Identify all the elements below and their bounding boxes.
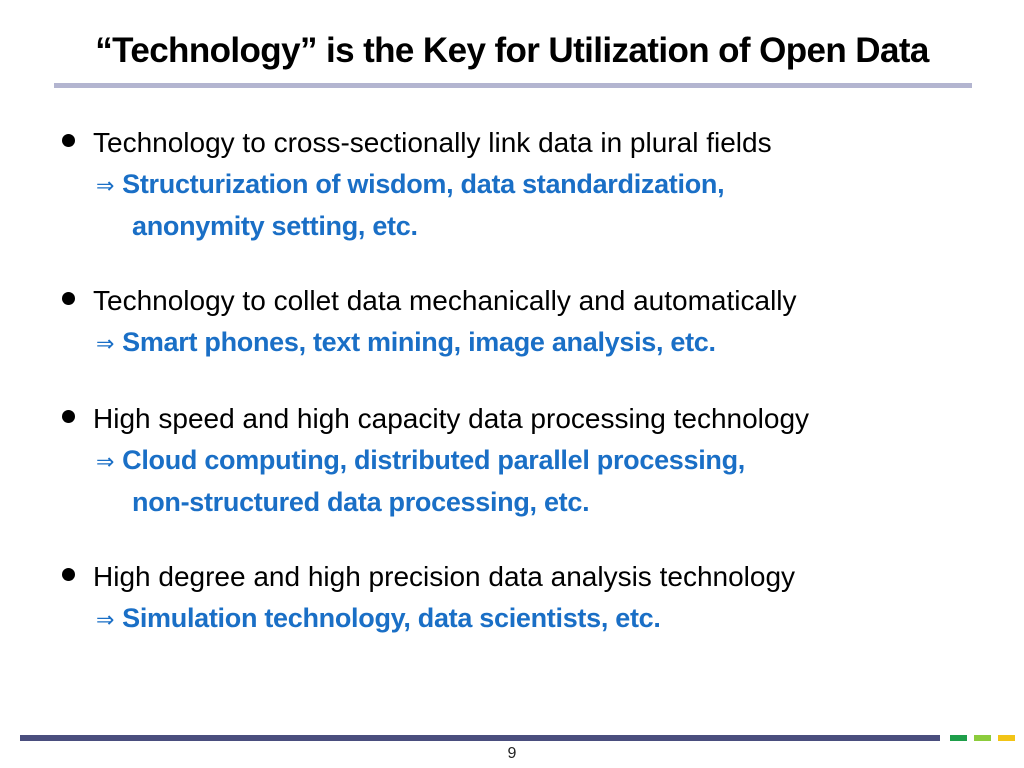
- bullet-detail-continued: non-structured data processing, etc.: [132, 487, 590, 517]
- footer-accent-square-lime: [974, 735, 991, 741]
- bullet-text: Technology to cross-sectionally link data in plural fields: [93, 127, 772, 158]
- footer-accent-square-green: [950, 735, 967, 741]
- bullet-detail: Cloud computing, distributed parallel processing,: [122, 445, 745, 475]
- bullet-item: [62, 280, 1002, 364]
- bullet-item: [62, 398, 1002, 522]
- bullet-text: Technology to collet data mechanically and automatically: [93, 285, 797, 316]
- bullet-detail-continued: anonymity setting, etc.: [132, 211, 418, 241]
- footer-divider: [20, 735, 940, 741]
- bullet-detail: Smart phones, text mining, image analysis, etc.: [122, 327, 716, 357]
- bullet-item: [62, 556, 1002, 640]
- bullet-icon: [62, 568, 75, 581]
- bullet-item: [62, 122, 1002, 246]
- bullet-text: High speed and high capacity data processing technology: [93, 403, 810, 434]
- arrow-icon: ⇒: [96, 607, 115, 632]
- slide-title: “Technology” is the Key for Utilization of Open Data: [95, 31, 929, 70]
- bullet-detail: Structurization of wisdom, data standardization,: [122, 169, 725, 199]
- title-divider: [54, 83, 972, 88]
- bullet-icon: [62, 292, 75, 305]
- bullet-list: [62, 122, 1002, 674]
- arrow-icon: ⇒: [96, 449, 115, 474]
- arrow-icon: ⇒: [96, 331, 115, 356]
- footer-accent-square-yellow: [998, 735, 1015, 741]
- bullet-text: High degree and high precision data analysis technology: [93, 561, 796, 592]
- arrow-icon: ⇒: [96, 173, 115, 198]
- bullet-detail: Simulation technology, data scientists, etc.: [122, 603, 661, 633]
- page-number: 9: [507, 745, 517, 762]
- bullet-icon: [62, 410, 75, 423]
- bullet-icon: [62, 134, 75, 147]
